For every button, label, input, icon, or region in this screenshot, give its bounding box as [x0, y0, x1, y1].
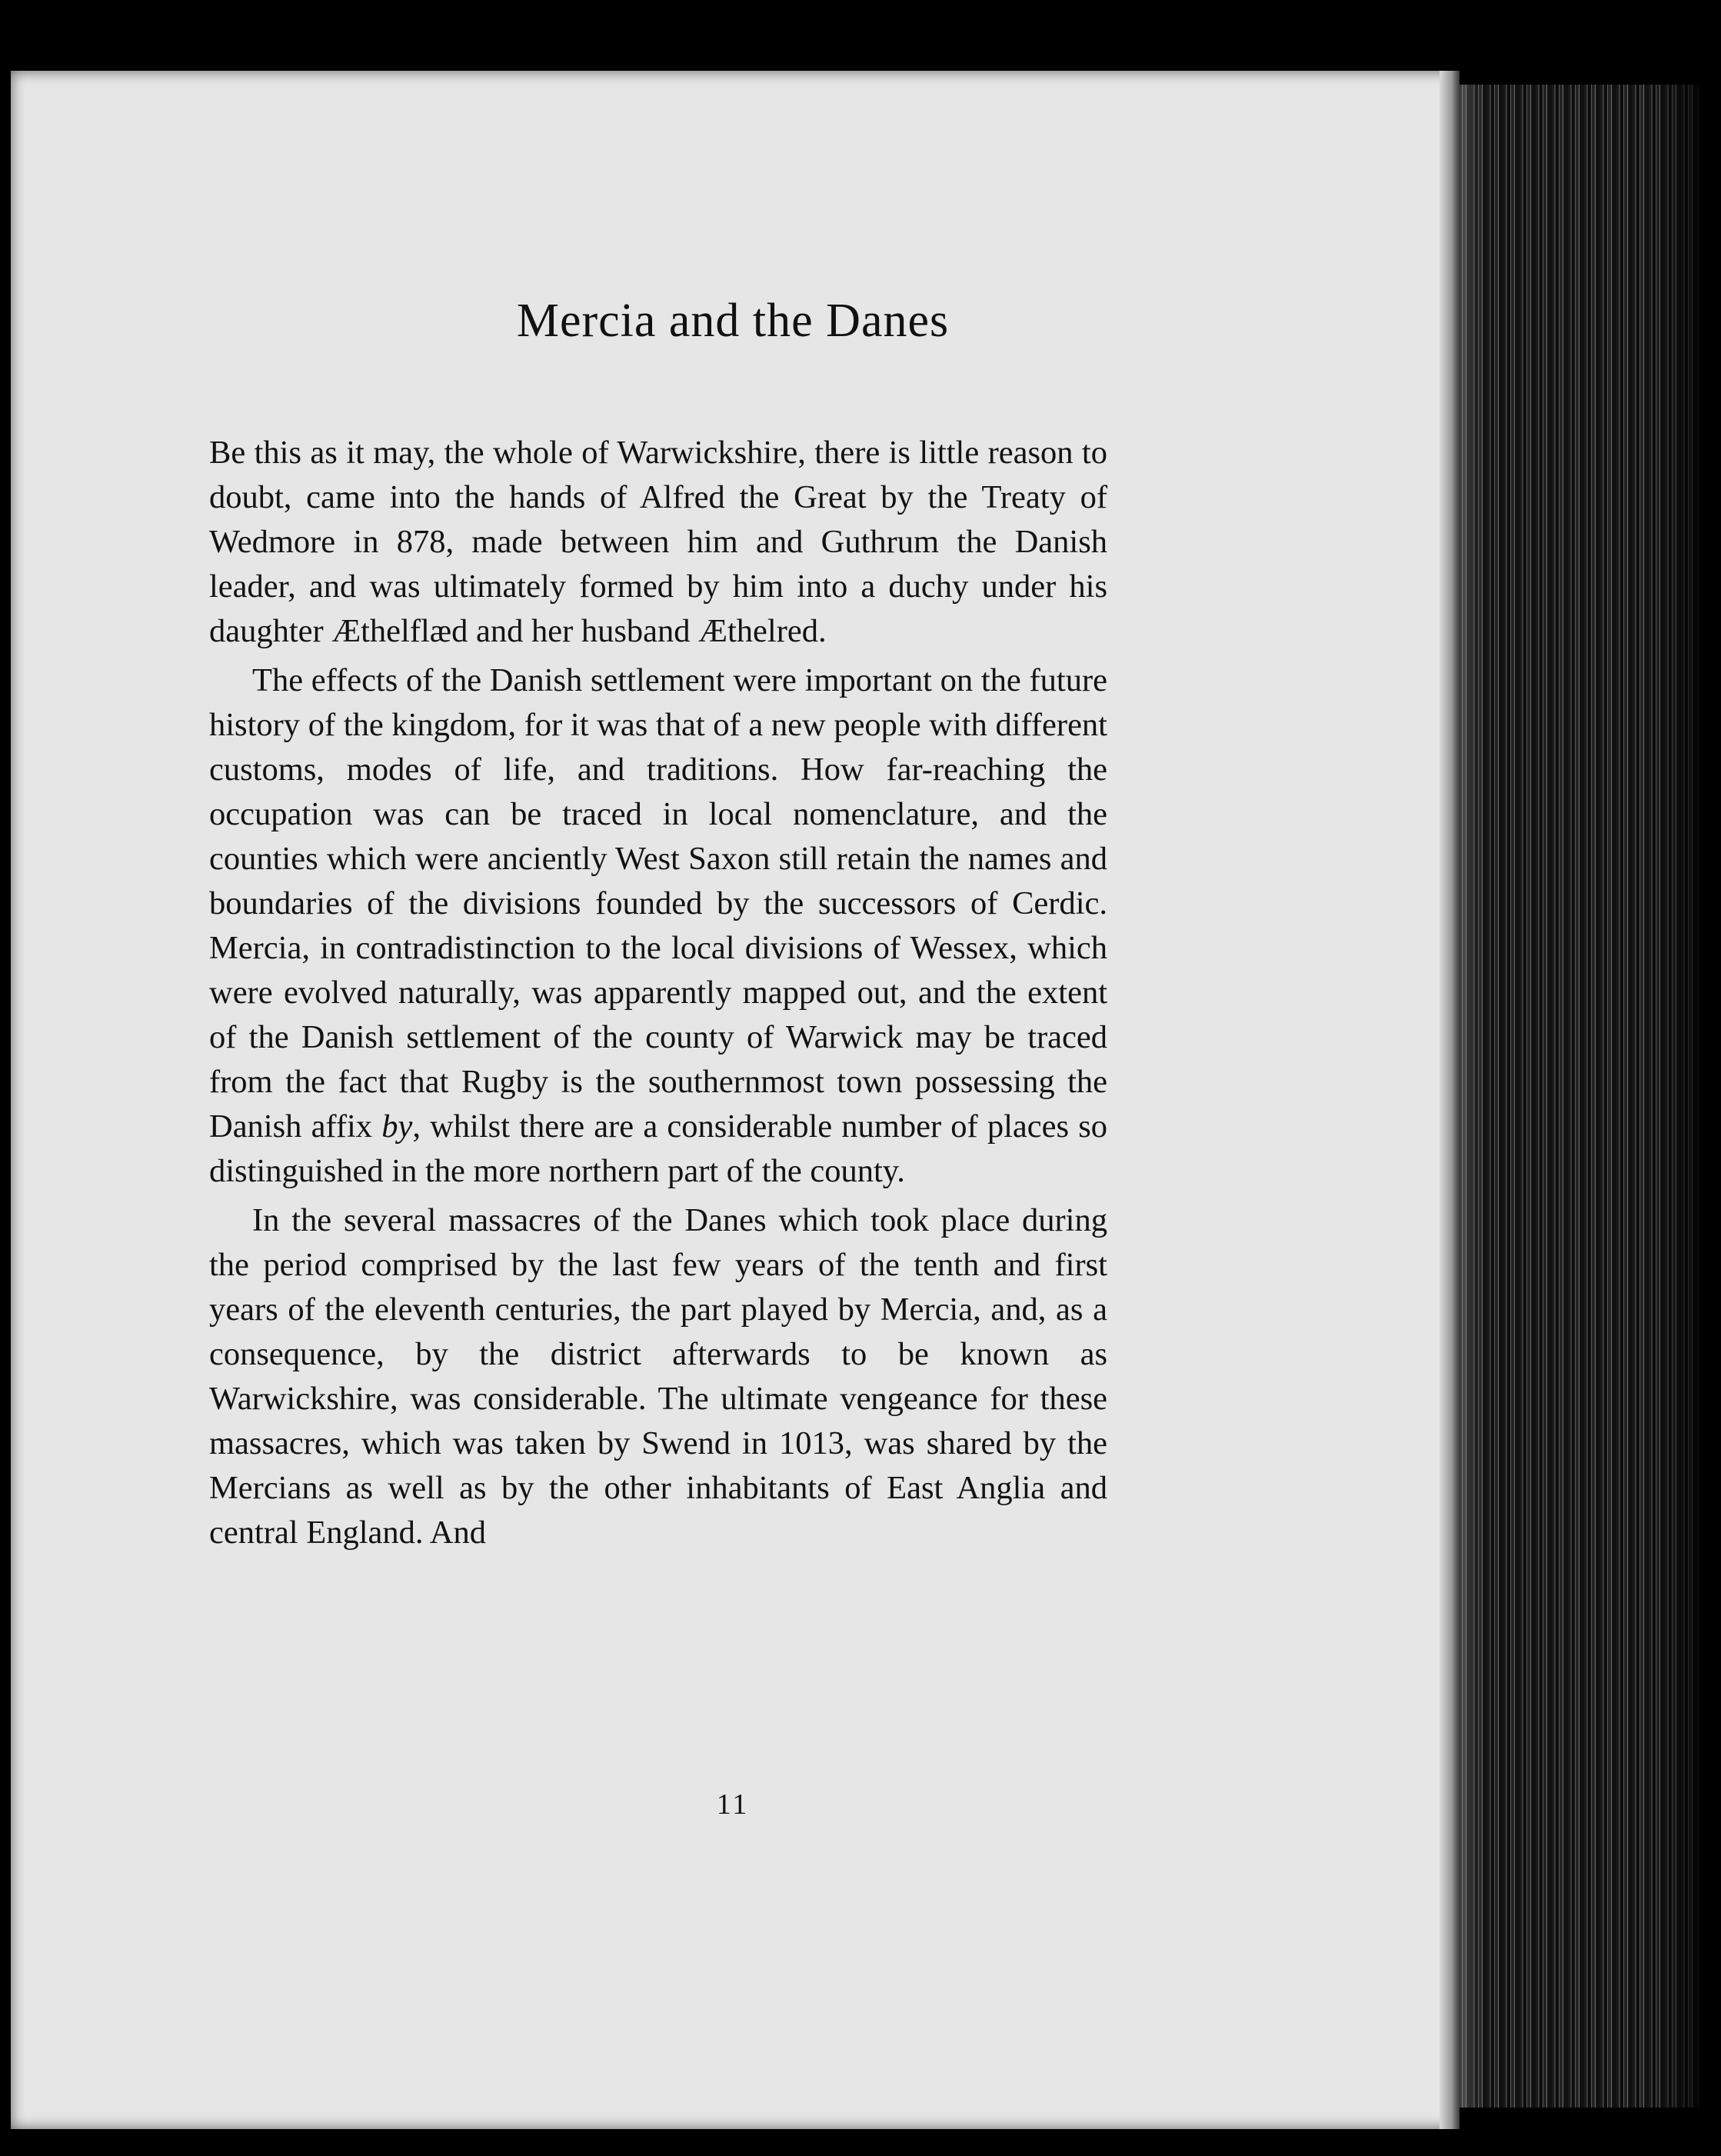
paragraph-2 [209, 658, 1107, 1194]
book-fore-edge [1455, 85, 1699, 2108]
page-number: 11 [716, 1788, 750, 1821]
paragraph-3: In the several massacres of the Danes which took place during the period comprised by the last few years of the tenth and first years of the eleventh centuries, the part played by Mercia, and, as a consequence, by the district afterwards to be known as Warwickshire, was considerable. The ultimate vengeance for these massacres, which was taken by Swend in 1013, was shared by the Mercians as well as by the other inhabitants of East Anglia and central England. And [209, 1202, 1107, 1551]
italic-affix: by [381, 1108, 413, 1145]
paragraph-1: Be this as it may, the whole of Warwickshire, there is little reason to doubt, came into the hands of Alfred the Great by the Treaty of Wedmore in 878, made between him and Guthrum the Danish leader, and was ultimately formed by him into a duchy under his daughter Æthelflæd and her husband Æthelred. [209, 435, 1107, 649]
page-edge-shadow [1440, 71, 1460, 2129]
body-text [209, 431, 1107, 1555]
paragraph-2-text-b: , whilst there are a considerable number of places so distinguished in the more northern part of the county. [209, 1108, 1107, 1189]
running-head: Mercia and the Danes [516, 295, 950, 347]
paragraph-2-text-a: The effects of the Danish settlement were important on the future history of the kingdom, for it was that of a new people with different customs, modes of life, and traditions. How far-reaching the occupation was can be traced in local nomenclature, and the counties which were anciently West Saxon still retain the names and boundaries of the divisions founded by the successors of Cerdic. Mercia, in contradistinction to the local divisions of Wessex, which were evolved naturally, was apparently mapped out, and the extent of the Danish settlement of the county of Warwick may be traced from the fact that Rugby is the southernmost town possessing the Danish affix [209, 662, 1107, 1145]
book-page [11, 71, 1455, 2129]
